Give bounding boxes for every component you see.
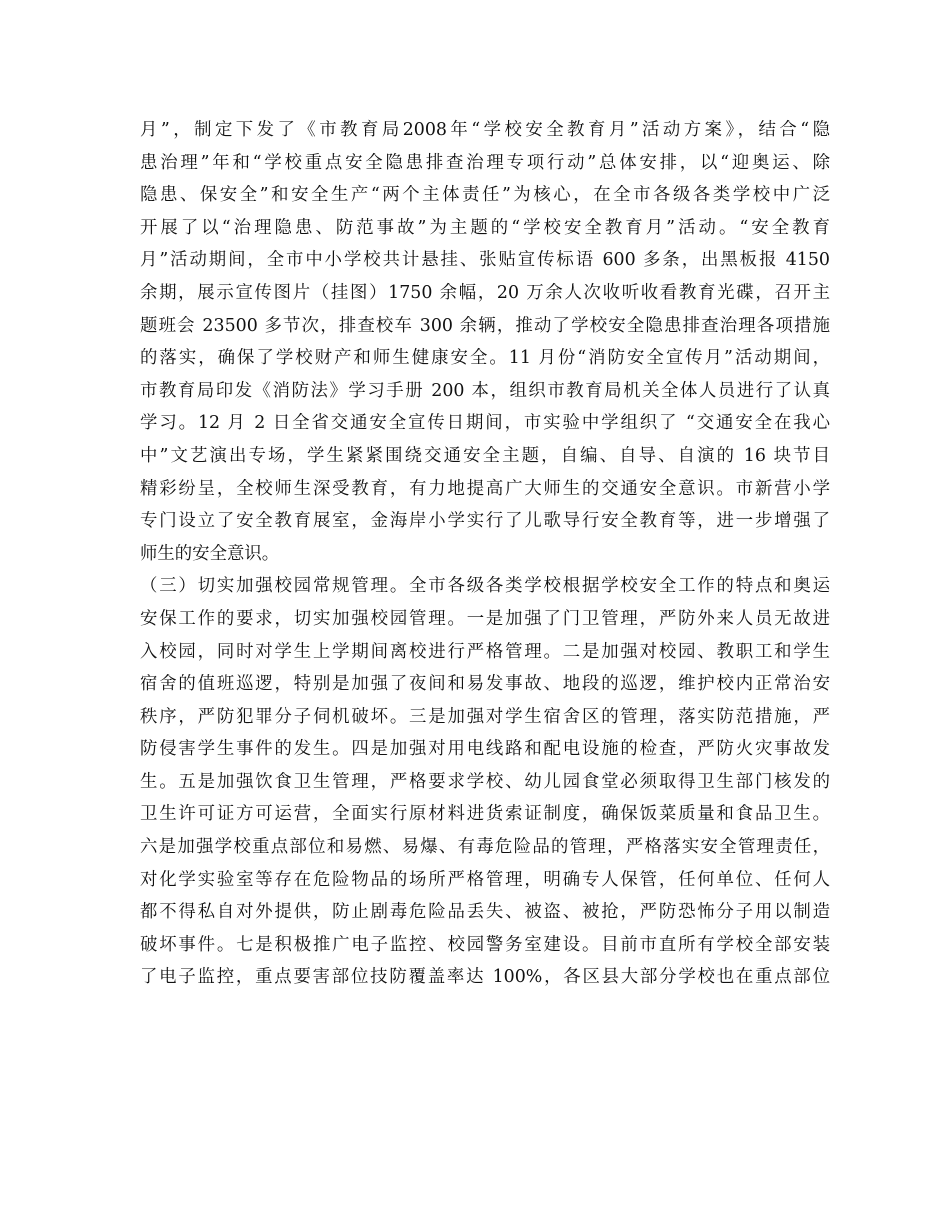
text-line: 中”文艺演出专场，学生紧紧围绕交通安全主题，自编、自导、自演的 16 块节目 (140, 445, 830, 466)
text-line: 入校园，同时对学生上学期间离校进行严格管理。二是加强对校园、教职工和学生 (140, 641, 830, 662)
text-line: 师生的安全意识。 (140, 543, 280, 564)
text-line: 题班会 23500 多节次，排查校车 300 余辆，推动了学校安全隐患排查治理各项措施 (140, 315, 830, 336)
text-line: 秩序，严防犯罪分子伺机破坏。三是加强对学生宿舍区的管理，落实防范措施，严 (140, 706, 830, 727)
text-line: 都不得私自对外提供，防止剧毒危险品丢失、被盗、被抢，严防恐怖分子用以制造 (140, 902, 830, 923)
text-line: 的落实，确保了学校财产和师生健康安全。11 月份“消防安全宣传月”活动期间， (140, 348, 830, 369)
text-line: 防侵害学生事件的发生。四是加强对用电线路和配电设施的检查，严防火灾事故发 (140, 739, 830, 760)
section-heading-line: （三）切实加强校园常规管理。全市各级各类学校根据学校安全工作的特点和奥运 (140, 576, 830, 597)
text-line: 市教育局印发《消防法》学习手册 200 本，组织市教育局机关全体人员进行了认真 (140, 380, 830, 401)
text-line: 宿舍的值班巡逻，特别是加强了夜间和易发事故、地段的巡逻，维护校内正常治安 (140, 674, 830, 695)
text-line: 患治理”年和“学校重点安全隐患排查治理专项行动”总体安排，以“迎奥运、除 (140, 152, 830, 173)
text-line: 对化学实验室等存在危险物品的场所严格管理，明确专人保管，任何单位、任何人 (140, 869, 830, 890)
text-line: 学习。12 月 2 日全省交通安全宣传日期间，市实验中学组织了 “交通安全在我心 (140, 413, 830, 434)
text-line: 安保工作的要求，切实加强校园管理。一是加强了门卫管理，严防外来人员无故进 (140, 608, 830, 629)
text-line: 开展了以“治理隐患、防范事故”为主题的“学校安全教育月”活动。“安全教育 (140, 217, 830, 238)
text-line: 六是加强学校重点部位和易燃、易爆、有毒危险品的管理，严格落实安全管理责任， (140, 837, 830, 858)
text-line: 专门设立了安全教育展室，金海岸小学实行了儿歌导行安全教育等，进一步增强了 (140, 511, 830, 532)
text-line: 生。五是加强饮食卫生管理，严格要求学校、幼儿园食堂必须取得卫生部门核发的 (140, 771, 830, 792)
text-line: 了电子监控，重点要害部位技防覆盖率达 100%，各区县大部分学校也在重点部位 (140, 967, 830, 988)
text-line: 月”活动期间，全市中小学校共计悬挂、张贴宣传标语 600 多条，出黑板报 4150 (140, 250, 830, 271)
text-line: 余期，展示宣传图片（挂图）1750 余幅，20 万余人次收听收看教育光碟，召开主 (140, 282, 830, 303)
text-line: 破坏事件。七是积极推广电子监控、校园警务室建设。目前市直所有学校全部安装 (140, 934, 830, 955)
document-page (140, 114, 830, 994)
text-line: 月”，制定下发了《市教育局2008年“学校安全教育月”活动方案》，结合“隐 (140, 120, 830, 140)
text-line: 卫生许可证方可运营，全面实行原材料进货索证制度，确保饭菜质量和食品卫生。 (140, 804, 830, 825)
text-line: 精彩纷呈，全校师生深受教育，有力地提高广大师生的交通安全意识。市新营小学 (140, 478, 830, 499)
paragraph-safety-education-month (140, 114, 830, 570)
text-line: 隐患、保安全”和安全生产“两个主体责任”为核心，在全市各级各类学校中广泛 (140, 185, 830, 206)
paragraph-campus-management (140, 570, 830, 994)
